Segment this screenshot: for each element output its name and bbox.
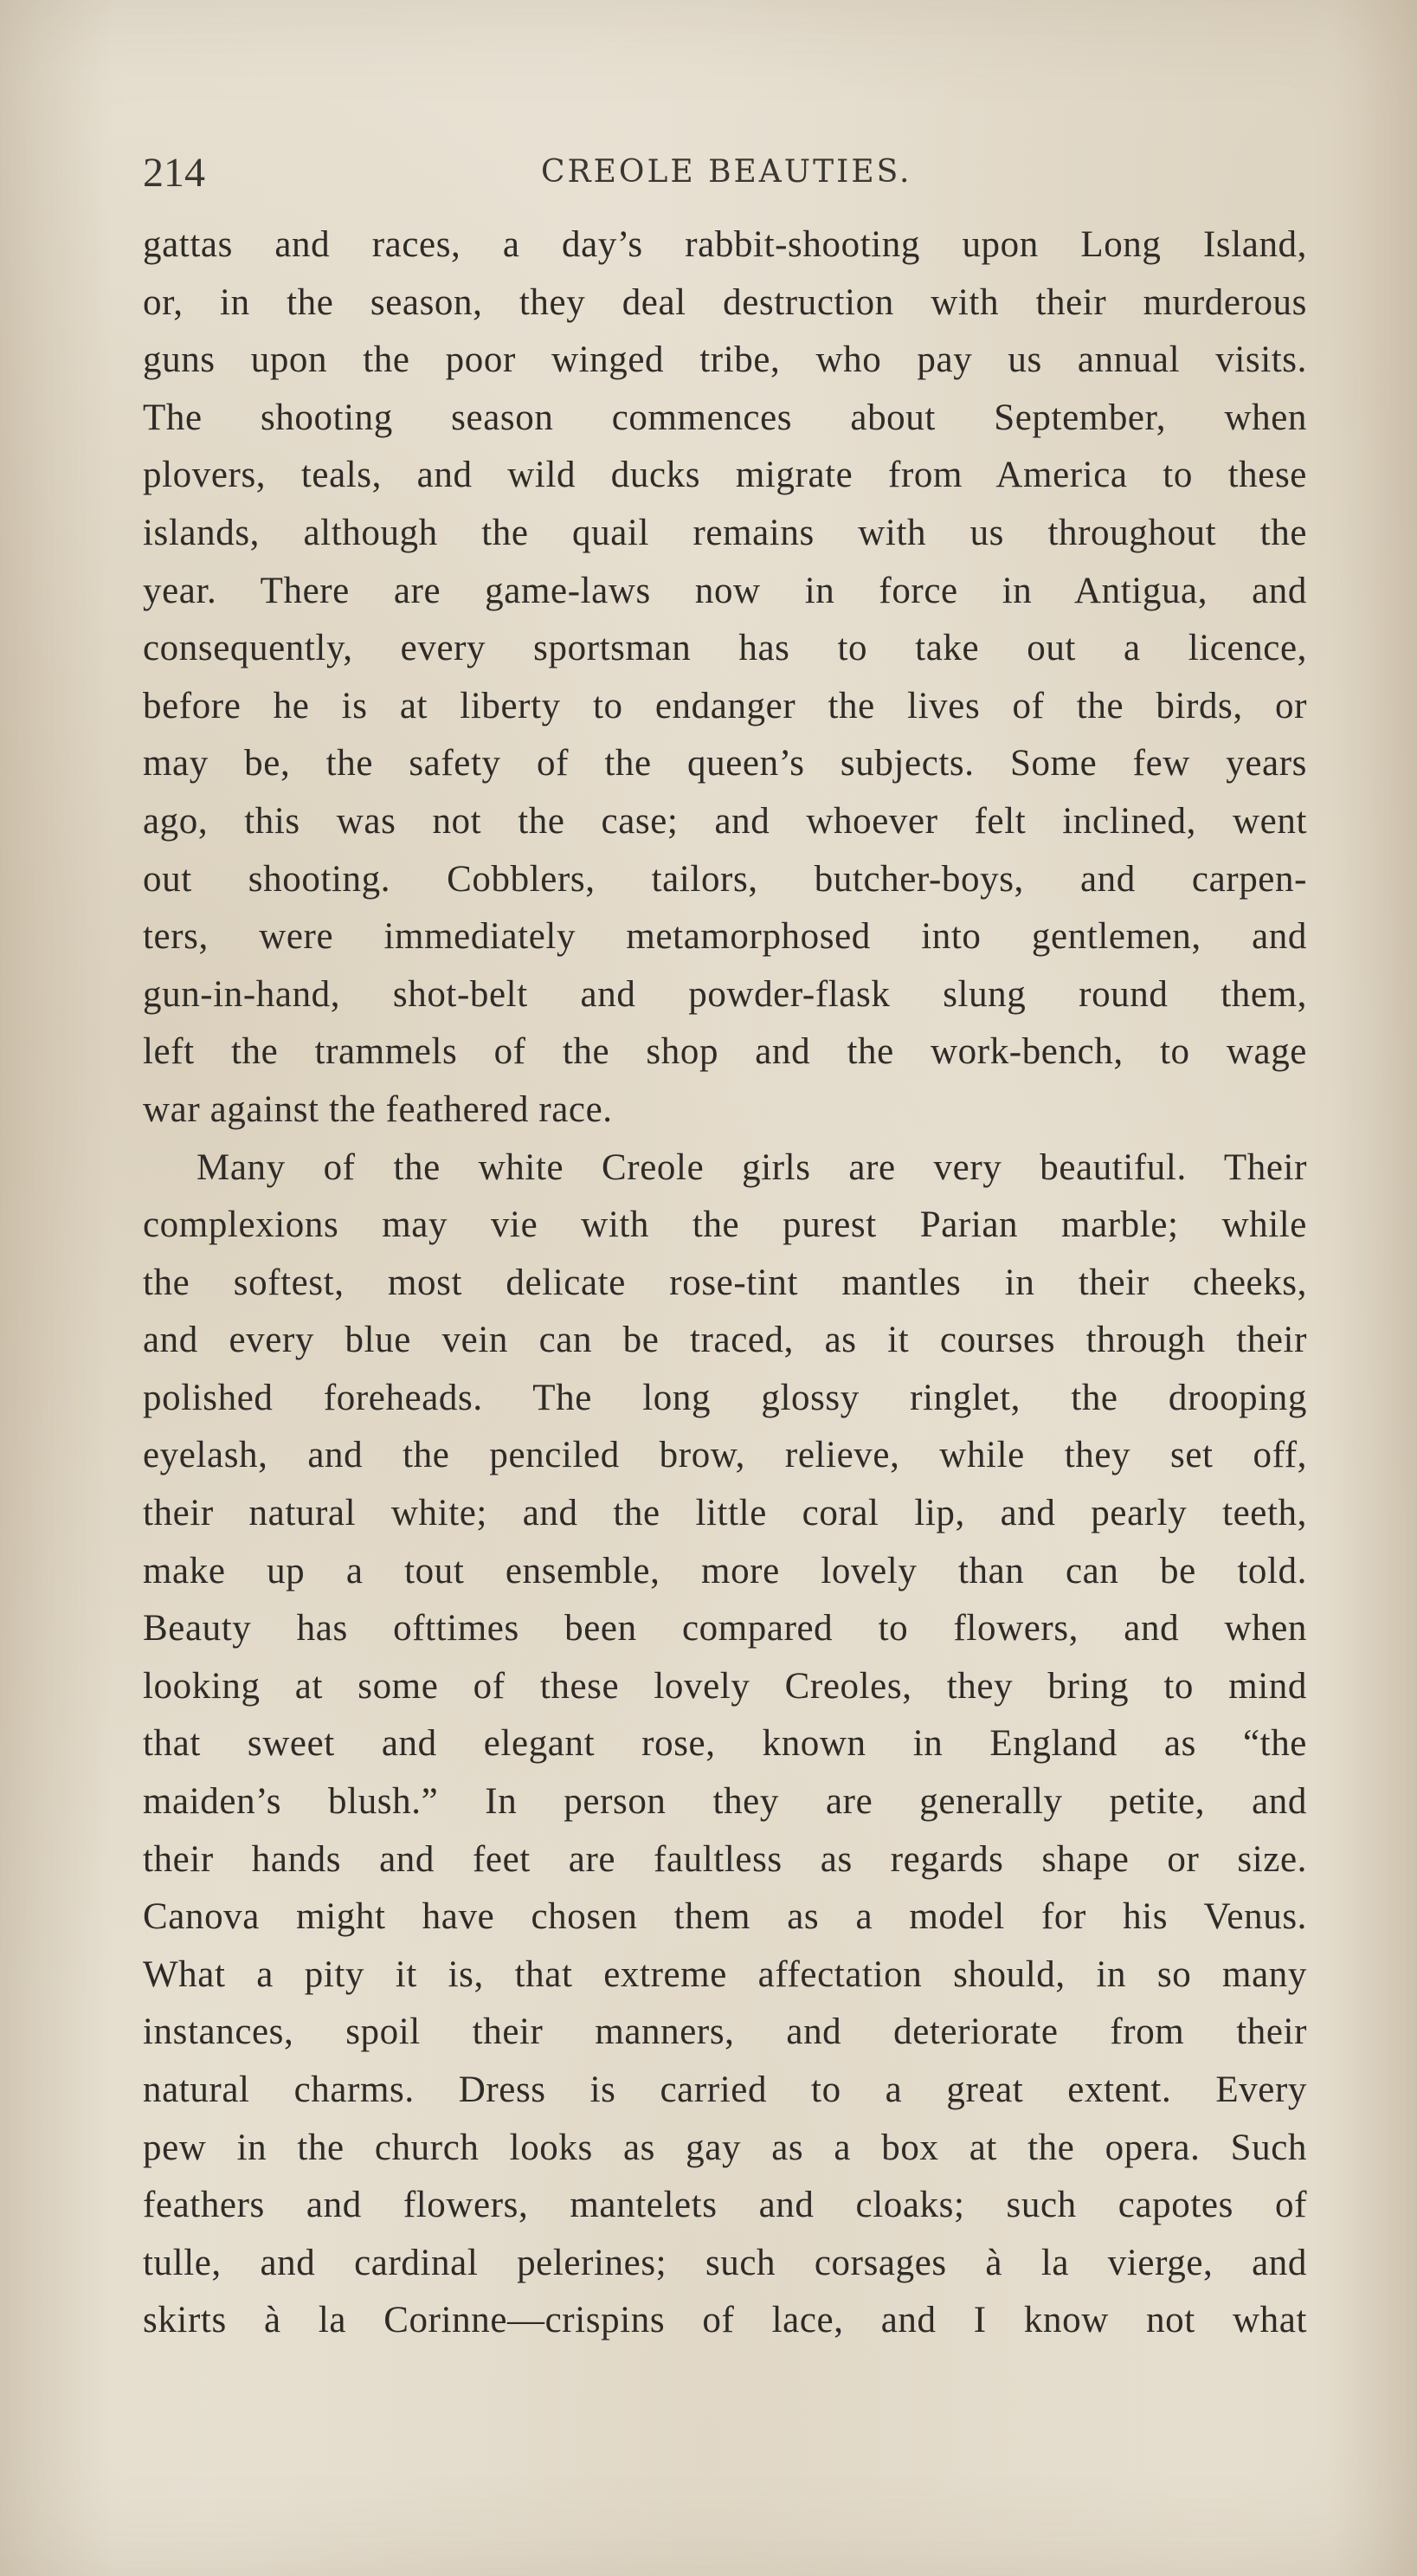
page-number: 214 [143, 150, 205, 196]
text-line: consequently, every sportsman has to take out a licence, [143, 628, 1307, 669]
text-line: ters, were immediately metamorphosed into gentlemen, and [143, 916, 1307, 958]
text-line: year. There are game-laws now in force in Antigua, and [143, 570, 1307, 611]
text-line: feathers and flowers, mantelets and cloaks; such capotes of [143, 2185, 1307, 2226]
text-line: tulle, and cardinal pelerines; such corsages à la vierge, and [143, 2242, 1307, 2283]
text-line: What a pity it is, that extreme affectation should, in so many [143, 1953, 1307, 1995]
text-line: the softest, most delicate rose-tint mantles in their cheeks, [143, 1262, 1307, 1303]
text-line: instances, spoil their manners, and deteriorate from their [143, 2011, 1307, 2053]
text-line: out shooting. Cobblers, tailors, butcher-boys, and carpen- [143, 858, 1307, 900]
text-line: make up a tout ensemble, more lovely than can be told. [143, 1550, 1307, 1591]
text-line: their hands and feet are faultless as regards shape or size. [143, 1838, 1307, 1880]
text-line: complexions may vie with the purest Parian marble; while [143, 1204, 1307, 1246]
paragraph-end-line: war against the feathered race. [143, 1088, 613, 1130]
text-line: guns upon the poor winged tribe, who pay us annual visits. [143, 339, 1307, 381]
text-line: Beauty has ofttimes been compared to flowers, and when [143, 1608, 1307, 1650]
text-line: eyelash, and the penciled brow, relieve, while they set off, [143, 1435, 1307, 1476]
text-line: islands, although the quail remains with us throughout the [143, 512, 1307, 553]
text-line: and every blue vein can be traced, as it courses through their [143, 1320, 1307, 1361]
text-line: skirts à la Corinne—crispins of lace, and I know not what [143, 2300, 1307, 2341]
text-line: their natural white; and the little coral lip, and pearly teeth, [143, 1493, 1307, 1534]
text-line: The shooting season commences about September, when [143, 397, 1307, 438]
text-line: gattas and races, a day’s rabbit-shooting upon Long Island, [143, 224, 1307, 265]
text-line: left the trammels of the shop and the work-bench, to wage [143, 1031, 1307, 1073]
text-line: polished foreheads. The long glossy ringlet, the drooping [143, 1377, 1307, 1418]
text-line: maiden’s blush.” In person they are generally petite, and [143, 1781, 1307, 1823]
body-text [143, 216, 1307, 2350]
running-head [143, 149, 1311, 201]
text-line: ago, this was not the case; and whoever felt inclined, went [143, 800, 1307, 842]
text-line: Canova might have chosen them as a model for his Venus. [143, 1896, 1307, 1938]
text-line: or, in the season, they deal destruction with their murderous [143, 281, 1307, 323]
text-line: looking at some of these lovely Creoles, they bring to mind [143, 1665, 1307, 1707]
text-line: plovers, teals, and wild ducks migrate from America to these [143, 455, 1307, 496]
text-line: gun-in-hand, shot-belt and powder-flask slung round them, [143, 973, 1307, 1015]
text-line: that sweet and elegant rose, known in England as “the [143, 1723, 1307, 1765]
text-line: pew in the church looks as gay as a box at the opera. Such [143, 2127, 1307, 2168]
text-line: before he is at liberty to endanger the lives of the birds, or [143, 685, 1307, 726]
running-title: CREOLE BEAUTIES. [541, 154, 912, 190]
text-line: natural charms. Dress is carried to a great extent. Every [143, 2069, 1307, 2110]
text-line: may be, the safety of the queen’s subjects. Some few years [143, 743, 1307, 784]
paragraph-start-line: Many of the white Creole girls are very beautiful. Their [196, 1146, 1307, 1188]
